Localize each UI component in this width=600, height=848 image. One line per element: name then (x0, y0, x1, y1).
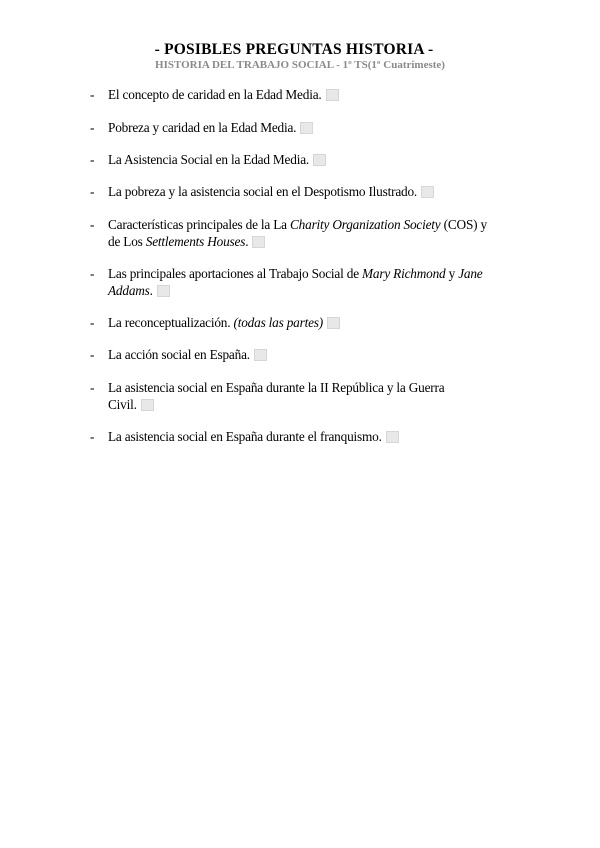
page-title: - POSIBLES PREGUNTAS HISTORIA - (154, 41, 434, 58)
checkbox-icon (141, 399, 154, 411)
checkbox-icon (300, 122, 313, 134)
list-bullet: - (90, 347, 95, 362)
list-item-text: El concepto de caridad en la Edad Media. (108, 86, 538, 103)
list-bullet: - (90, 429, 95, 444)
list-bullet: - (90, 380, 95, 395)
list-bullet: - (90, 217, 95, 232)
checkbox-icon (252, 236, 265, 248)
list-item-text: La asistencia social en España durante el franquismo. (108, 428, 538, 445)
checkbox-icon (421, 186, 434, 198)
list-item-text: Pobreza y caridad en la Edad Media. (108, 119, 538, 136)
list-item-text: La asistencia social en España durante la II República y la Guerra Civil. (108, 380, 445, 412)
list-bullet: - (90, 315, 95, 330)
page-subtitle: HISTORIA DEL TRABAJO SOCIAL - 1º TS(1º Cuatrimeste) (155, 59, 445, 71)
checkbox-icon (313, 154, 326, 166)
list-bullet: - (90, 120, 95, 135)
checkbox-icon (327, 317, 340, 329)
checkbox-icon (157, 285, 170, 297)
checkbox-icon (386, 431, 399, 443)
list-item-text: La reconceptualización. (todas las partes) (108, 314, 538, 331)
list-item-text: La Asistencia Social en la Edad Media. (108, 151, 538, 168)
list-bullet: - (90, 266, 95, 281)
checkbox-icon (254, 349, 267, 361)
list-item-text: Características principales de la La Charity Organization Society (COS) y de Los Settlements Houses. (108, 217, 487, 249)
checkbox-icon (326, 89, 339, 101)
list-bullet: - (90, 87, 95, 102)
list-bullet: - (90, 184, 95, 199)
list-item-text: Las principales aportaciones al Trabajo Social de Mary Richmond y Jane Addams. (108, 266, 483, 298)
list-item-text: La pobreza y la asistencia social en el Despotismo Ilustrado. (108, 183, 538, 200)
list-bullet: - (90, 152, 95, 167)
list-item-text: La acción social en España. (108, 346, 538, 363)
